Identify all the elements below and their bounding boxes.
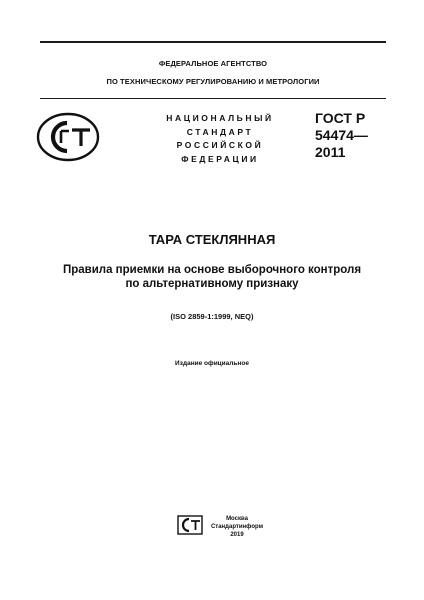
iso-reference: (ISO 2859-1:1999, NEQ) [170,312,254,321]
top-rule [40,41,386,43]
standard-code-line: 54474— [315,127,368,143]
publisher-name: Стандартинформ [210,524,264,530]
standartinform-logo-icon [177,515,203,535]
publication-year: 2019 [230,532,244,538]
agency-name-line1: ФЕДЕРАЛЬНОЕ АГЕНТСТВО [158,59,268,68]
document-subtitle [20,263,404,291]
subtitle-line: по альтернативному признаку [125,278,299,290]
edition-note: Издание официальное [175,360,249,367]
national-standard-line: СТАНДАРТ [186,126,254,137]
publisher-city: Москва [226,516,248,522]
national-standard-line: НАЦИОНАЛЬНЫЙ [166,113,274,123]
standard-code-line: 2011 [315,144,346,160]
standard-code [315,110,368,161]
standard-code-line: ГОСТ Р [315,110,366,126]
document-title: ТАРА СТЕКЛЯННАЯ [148,232,276,247]
national-standard-line: ФЕДЕРАЦИИ [181,153,259,164]
national-standard-heading [150,112,290,166]
national-standard-line: РОССИЙСКОЙ [176,140,264,150]
header-divider [40,98,386,99]
agency-name-line2: ПО ТЕХНИЧЕСКОМУ РЕГУЛИРОВАНИЮ И МЕТРОЛОГИИ [106,77,320,86]
gost-r-logo-icon [36,112,100,162]
publisher-info [206,515,268,539]
subtitle-line: Правила приемки на основе выборочного контроля [62,264,362,276]
